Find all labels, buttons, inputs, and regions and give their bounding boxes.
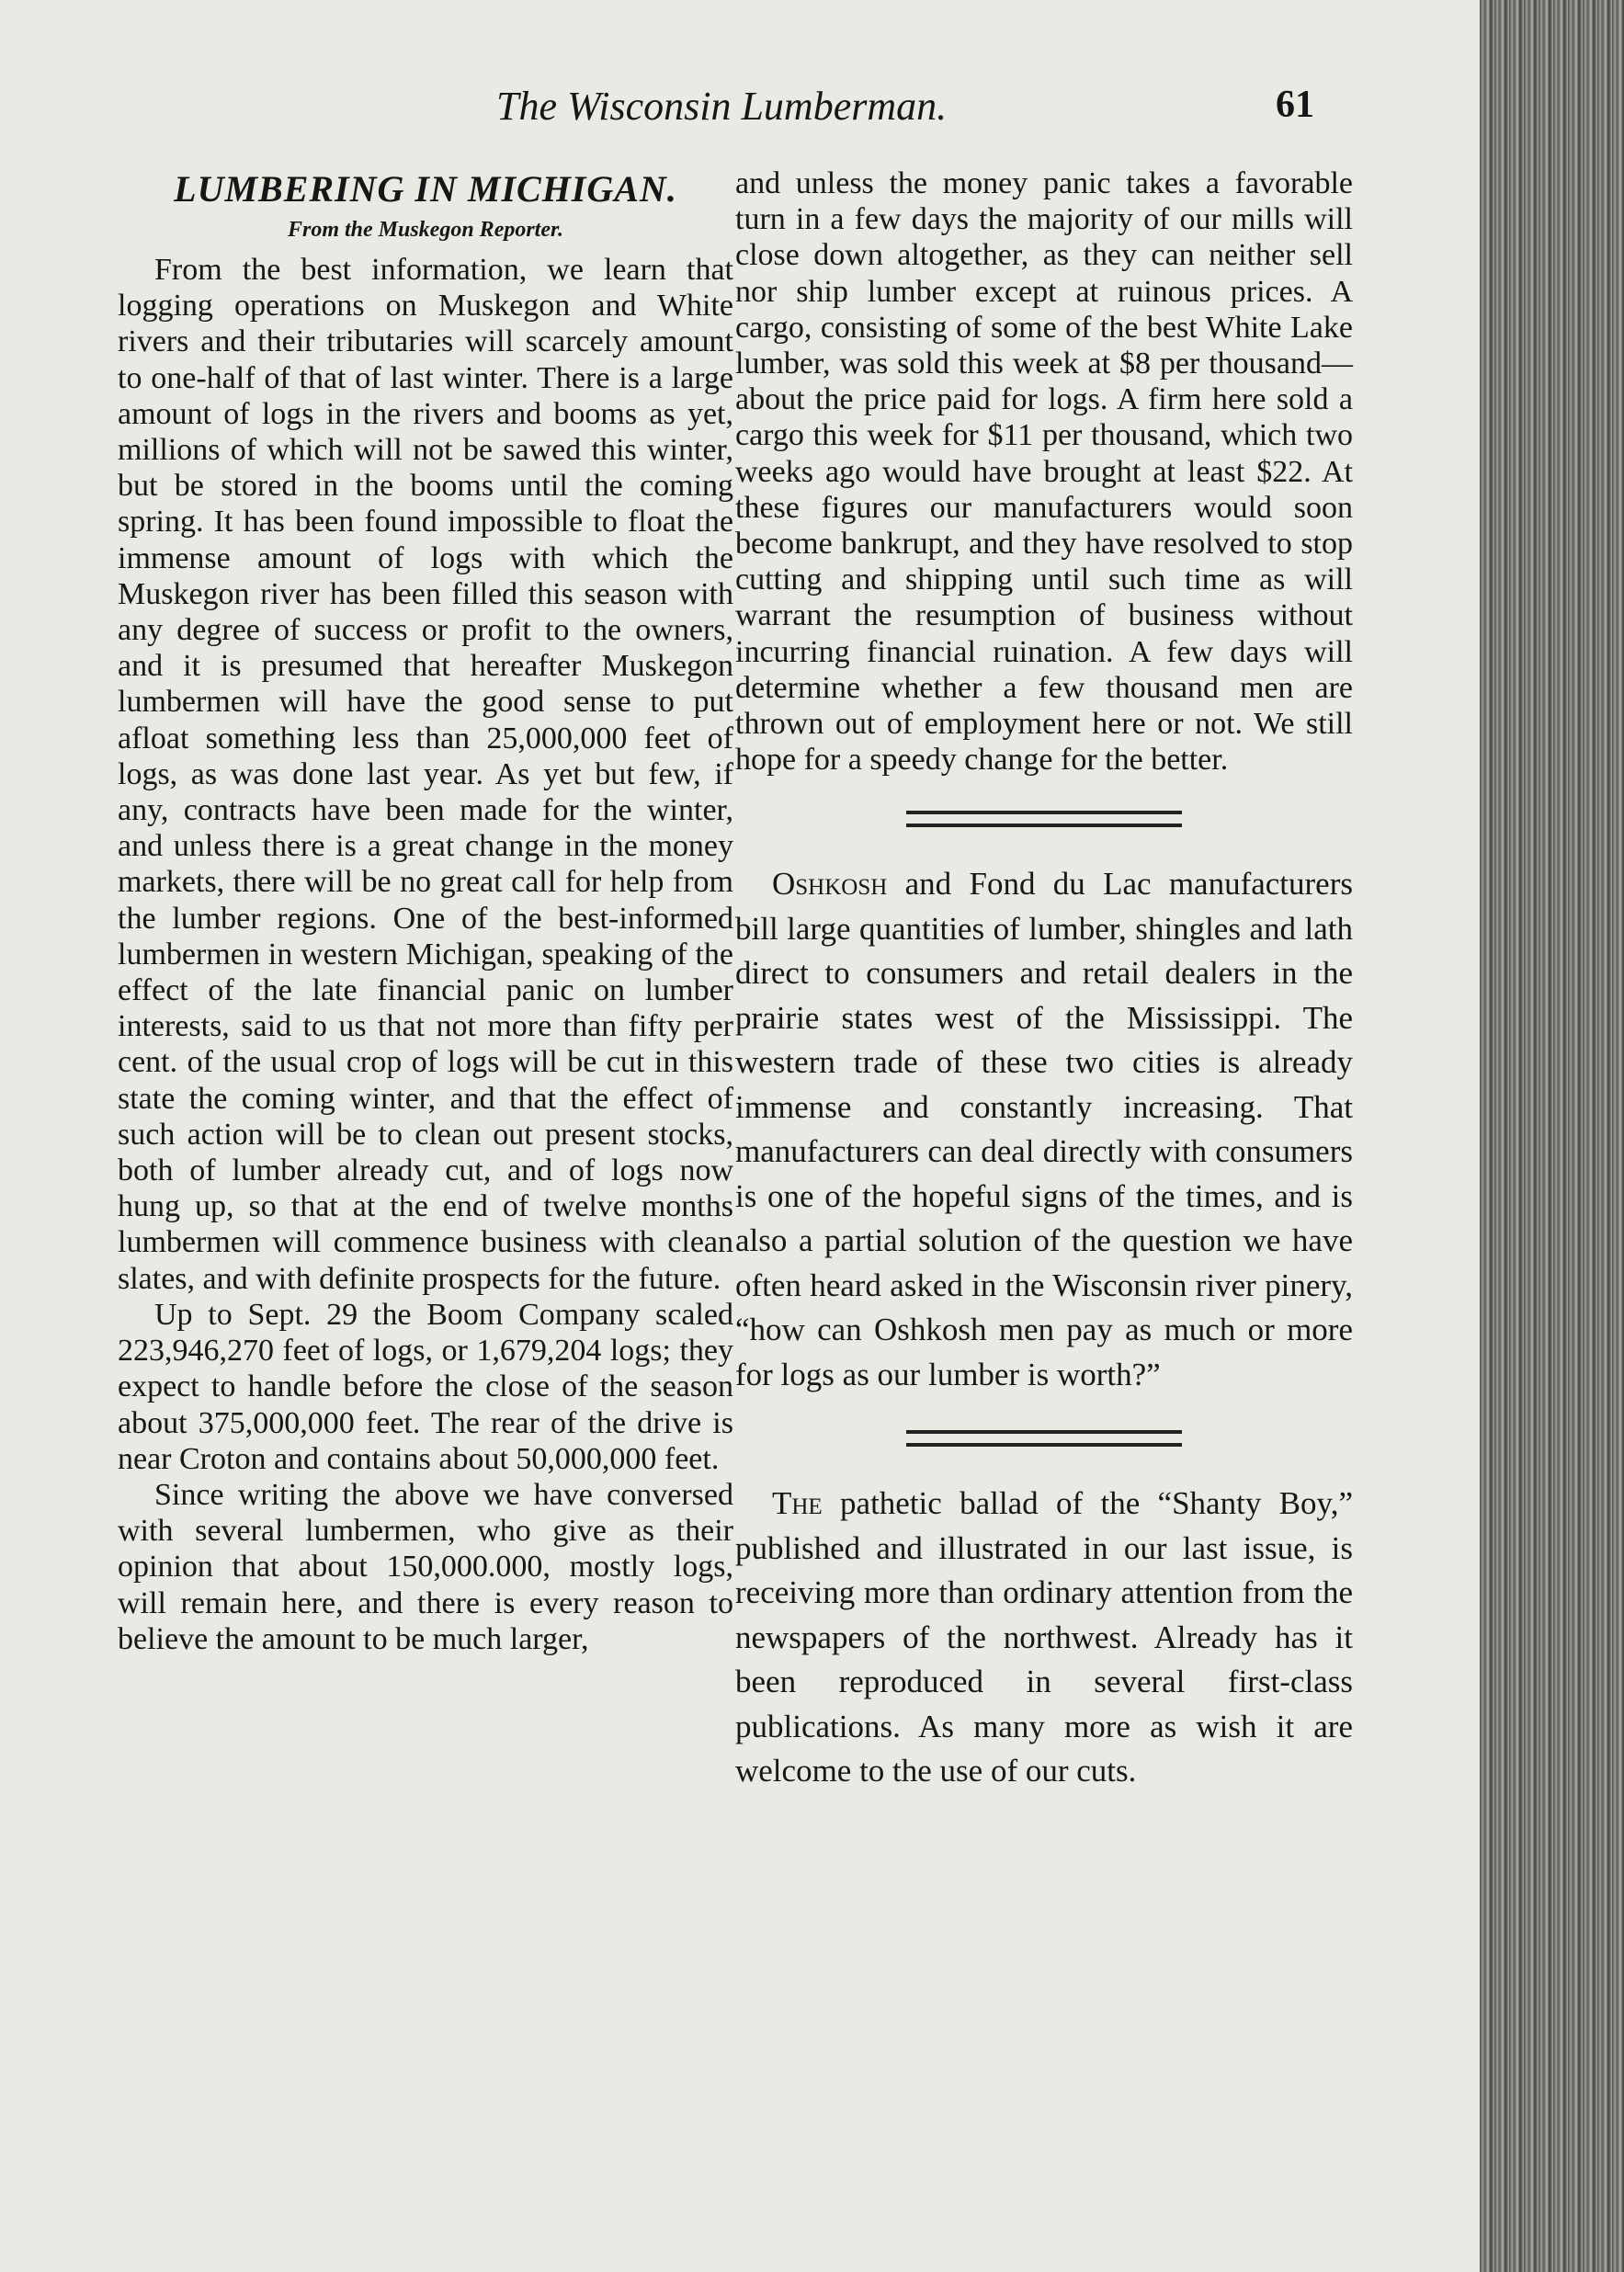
- book-binding-edge: [1480, 0, 1624, 2272]
- left-column: [118, 165, 733, 1657]
- news-item-shanty-boy-text: [735, 1482, 1353, 1794]
- section-divider: [906, 811, 1182, 827]
- running-head: [0, 83, 1379, 138]
- news-item-body: and Fond du Lac manufacturers bill large quantities of lumber, shingles and lath direct to consumers and retail dealers in the prairie states west of the Mississippi. The western trade of these two cities is already immense and constantly increasing. That manufacturers can deal directly with consumers is one of the hopeful signs of the times, and is also a partial solution of the question we have often heard asked in the Wisconsin river pinery, “how can Oshkosh men pay as much or more for logs as our lumber is worth?”: [735, 866, 1353, 1392]
- news-item-oshkosh-text: [735, 862, 1353, 1397]
- news-item-shanty-boy: [735, 1482, 1353, 1794]
- news-item-lead: Oshkosh: [772, 866, 888, 903]
- article-paragraph-3: Since writing the above we have conversed with several lumbermen, who give as their opinion that about 150,000.000, mostly logs, will remain here, and there is every reason to believe the amount to be much larger,: [118, 1477, 733, 1656]
- article-paragraph-2: Up to Sept. 29 the Boom Company scaled 223,946,270 feet of logs, or 1,679,204 logs; they expect to handle before the close of the season about 375,000,000 feet. The rear of the drive is near Croton and contains about 50,000,000 feet.: [118, 1297, 733, 1476]
- journal-title: The Wisconsin Lumberman.: [496, 84, 948, 129]
- article-paragraph-1: From the best information, we learn that logging operations on Muskegon and White rivers and their tributaries will scarcely amount to one-half of that of last winter. There is a large amount of logs in the rivers and booms as yet, millions of which will not be sawed this winter, but be stored in the booms until the coming spring. It has been found impossible to float the immense amount of logs with which the Muskegon river has been filled this season with any degree of success or profit to the owners, and it is presumed that hereafter Muskegon lumbermen will have the good sense to put afloat something less than 25,000,000 feet of logs, as was done last year. As yet but few, if any, contracts have been made for the winter, and unless there is a great change in the money markets, there will be no great call for help from the lumber regions. One of the best-informed lumbermen in western Michigan, speaking of the effect of the late financial panic on lumber interests, said to us that not more than fifty per cent. of the usual crop of logs will be cut in this state the coming winter, and that the effect of such action will be to clean out present stocks, both of lumber already cut, and of logs now hung up, so that at the end of twelve months lumbermen will commence business with clean slates, and with definite prospects for the future.: [118, 253, 733, 1296]
- news-item-lead: The: [772, 1485, 823, 1522]
- continuation-paragraph: and unless the money panic takes a favorable turn in a few days the majority of our mills will close down altogether, as they can neither sell nor ship lumber except at ruinous prices. A cargo, consisting of some of the best White Lake lumber, was sold this week at $8 per thousand—about the price paid for logs. A firm here sold a cargo this week for $11 per thousand, which two weeks ago would have brought at least $22. At these figures our manufacturers would soon become bankrupt, and they have resolved to stop cutting and shipping until such time as will warrant the resumption of business without incurring financial ruination. A few days will determine whether a few thousand men are thrown out of employment here or not. We still hope for a speedy change for the better.: [735, 166, 1353, 778]
- right-column: [735, 165, 1353, 1794]
- news-item-body: pathetic ballad of the “Shanty Boy,” published and illustrated in our last issue, is receiving more than ordinary attention from the newspapers of the northwest. Already has it been reproduced in several first-class publications. As many more as wish it are welcome to the use of our cuts.: [735, 1485, 1353, 1789]
- article-headline: LUMBERING IN MICHIGAN.: [174, 168, 677, 210]
- section-divider: [906, 1430, 1182, 1447]
- news-item-oshkosh: [735, 862, 1353, 1397]
- article-continuation: [735, 165, 1353, 778]
- article-source: From the Muskegon Reporter.: [287, 218, 564, 242]
- page-number: 61: [1276, 84, 1314, 126]
